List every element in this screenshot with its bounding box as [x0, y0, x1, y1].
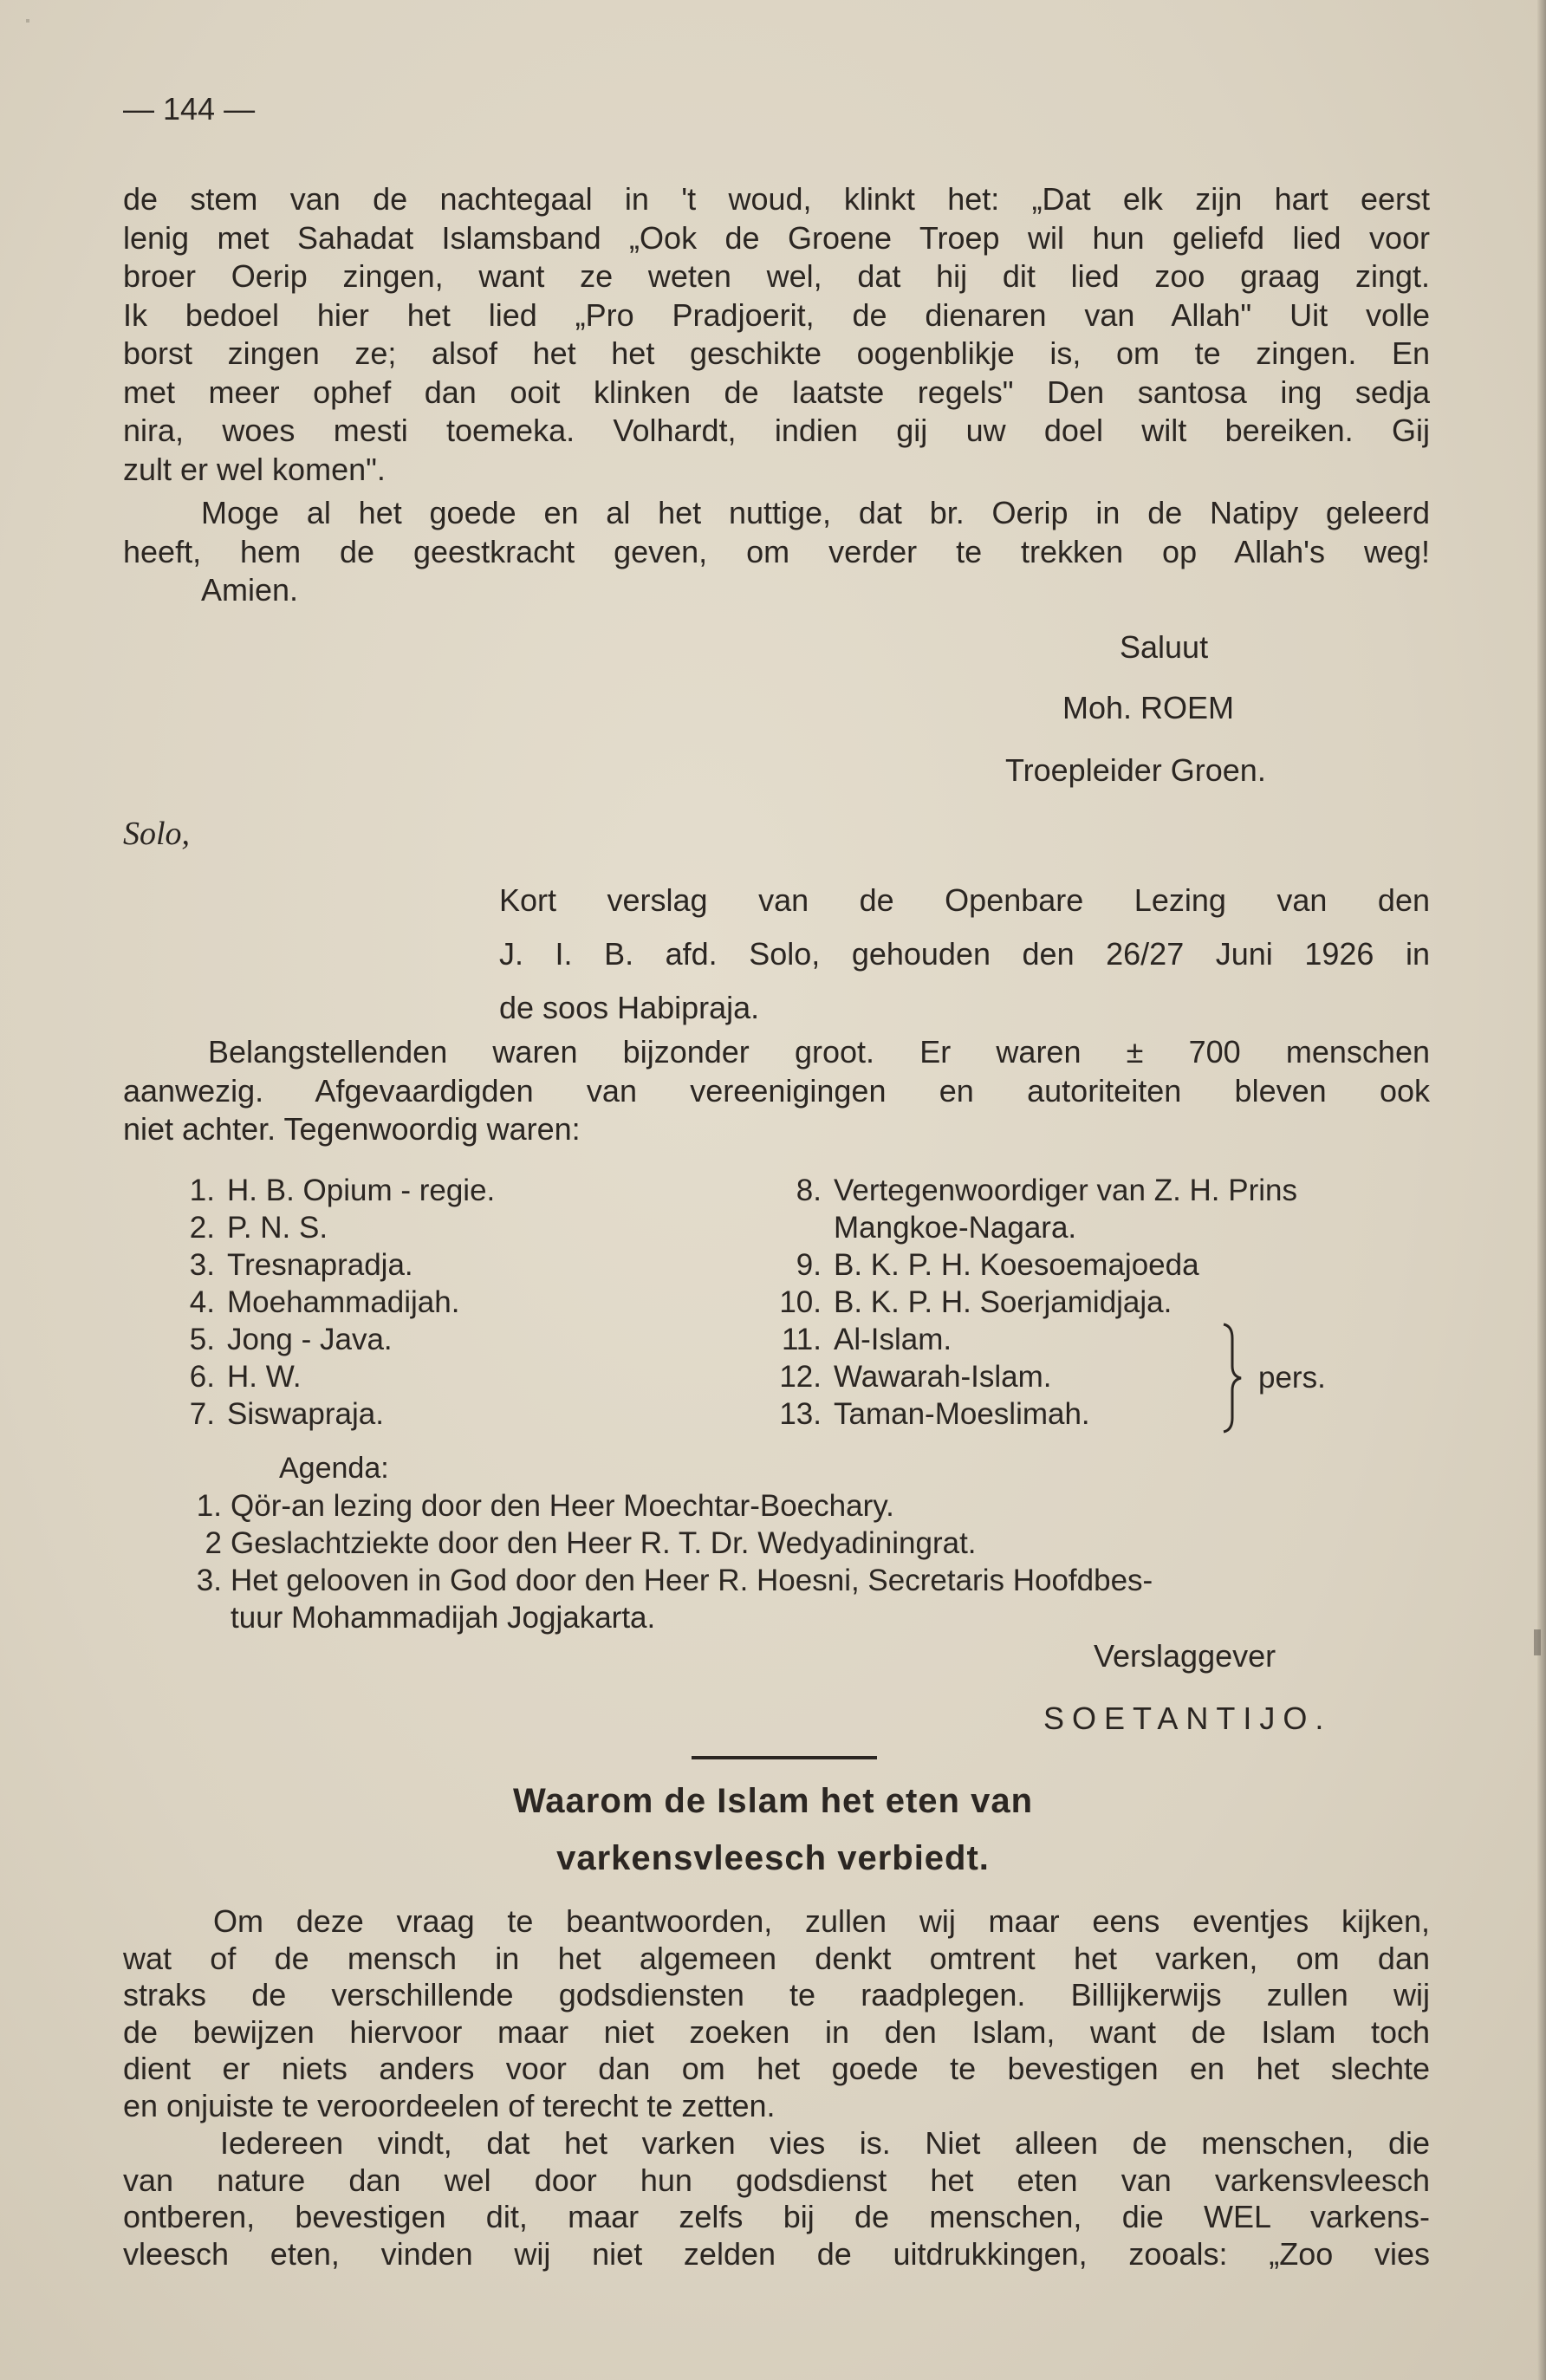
list-item: 9. B. K. P. H. Koesoemajoeda [796, 1248, 1199, 1282]
text-line: nira, woes mesti toemeka. Volhardt, indien gij uw doel wilt bereiken. Gij [123, 413, 1430, 448]
paragraph-2 [123, 494, 1430, 610]
org-list-right [763, 1172, 1297, 1433]
text-line: Ik bedoel hier het lied „Pro Pradjoerit, de dienaren van Allah" Uit volle [123, 296, 1430, 333]
text-line: borst zingen ze; alsof het het geschikte oogenblikje is, om te zingen. En [123, 335, 1430, 371]
agenda-list [161, 1487, 1153, 1636]
list-item: 3. Tresnapradja. [189, 1248, 413, 1282]
text-line: met meer ophef dan ooit klinken de laatste regels" Den santosa ing sedja [123, 374, 1430, 410]
text-line: dient er niets anders voor dan om het goede te bevestigen en het slechte [123, 2051, 1430, 2086]
signature-salutation: Saluut [1120, 629, 1209, 665]
text-line: Moge al het goede en al het nuttige, dat br. Oerip in de Natipy geleerd [201, 495, 1430, 530]
list-item: 12. Wawarah-Islam. [779, 1360, 1052, 1394]
list-item: 6. H. W. [189, 1360, 302, 1394]
list-item: 8. Vertegenwoordiger van Z. H. Prins [796, 1174, 1297, 1207]
list-item: 13. Taman-Moeslimah. [779, 1397, 1090, 1431]
signature-name: Moh. ROEM [1062, 690, 1235, 725]
text-line: niet achter. Tegenwoordig waren: [123, 1111, 581, 1147]
text-line: Kort verslag van de Openbare Lezing van den [499, 882, 1430, 918]
list-item: 3. Het gelooven in God door den Heer R. Hoesni, Secretaris Hoofdbes- [196, 1564, 1153, 1597]
article-paragraph-2 [123, 2125, 1430, 2273]
paragraph-3 [123, 1033, 1430, 1149]
list-item: Mangkoe-Nagara. [834, 1211, 1077, 1245]
list-item: 2. P. N. S. [189, 1211, 328, 1245]
list-item: 1. H. B. Opium - regie. [189, 1174, 496, 1207]
brace-icon [1220, 1323, 1246, 1434]
list-item: 10. B. K. P. H. Soerjamidjaja. [779, 1285, 1172, 1319]
text-line: vleesch eten, vinden wij niet zelden de uitdrukkingen, zooals: „Zoo vies [123, 2235, 1430, 2272]
text-line: van nature dan wel door hun godsdienst het eten van varkensvleesch [123, 2162, 1430, 2198]
text-line: Om deze vraag te beantwoorden, zullen wij maar eens eventjes kijken, [213, 1903, 1430, 1939]
text-line: broer Oerip zingen, want ze weten wel, dat hij dit lied zoo graag zingt. [123, 258, 1430, 294]
org-list-left [156, 1172, 495, 1433]
text-line: J. I. B. afd. Solo, gehouden den 26/27 Juni 1926 in [499, 936, 1430, 972]
text-line: Belangstellenden waren bijzonder groot. Er waren ± 700 menschen [208, 1034, 1430, 1070]
list-item: 1. Qör-an lezing door den Heer Moechtar-Boechary. [196, 1489, 894, 1523]
print-speck [1534, 1629, 1541, 1655]
text-line: de stem van de nachtegaal in 't woud, klinkt het: „Dat elk zijn hart eerst [123, 181, 1430, 217]
text-line: zult er wel komen". [123, 451, 386, 487]
agenda-label: Agenda: [279, 1452, 389, 1485]
text-line: de soos Habipraja. [499, 990, 760, 1025]
section-divider [692, 1756, 877, 1759]
text-line: wat of de mensch in het algemeen denkt omtrent het varken, om dan [123, 1940, 1430, 1976]
report-intro [499, 874, 1430, 1035]
text-line: heeft, hem de geestkracht geven, om verder te trekken op Allah's weg! [123, 533, 1430, 569]
article-paragraph-1 [123, 1903, 1430, 2124]
place-name: Solo, [123, 816, 191, 852]
list-item: 4. Moehammadijah. [189, 1285, 460, 1319]
text-line: Iedereen vindt, dat het varken vies is. Niet alleen de menschen, die [220, 2125, 1430, 2161]
text-line: lenig met Sahadat Islamsband „Ook de Groene Troep wil hun geliefd lied voor [123, 219, 1430, 256]
signature-role: Verslaggever [1094, 1638, 1276, 1674]
list-item: 11. Al-Islam. [781, 1323, 952, 1356]
page-edge [1537, 0, 1546, 2380]
pers-label: pers. [1258, 1361, 1326, 1395]
text-line: aanwezig. Afgevaardigden van vereenigingen en autoriteiten bleven ook [123, 1072, 1430, 1109]
signature-name: SOETANTIJO. [1043, 1700, 1332, 1736]
list-item: tuur Mohammadijah Jogjakarta. [231, 1601, 656, 1635]
list-item: 7. Siswapraja. [189, 1397, 384, 1431]
article-title-line-2: varkensvleesch verbiedt. [556, 1839, 990, 1877]
article-title-line-1: Waarom de Islam het eten van [512, 1782, 1034, 1820]
list-item: 5. Jong - Java. [189, 1323, 393, 1356]
print-speck [26, 19, 29, 23]
signature-title: Troepleider Groen. [1005, 752, 1266, 788]
text-line: ontberen, bevestigen dit, maar zelfs bij de menschen, die WEL varkens- [123, 2199, 1430, 2234]
page-number: — 144 — [123, 91, 256, 127]
text-line: de bewijzen hiervoor maar niet zoeken in den Islam, want de Islam toch [123, 2013, 1430, 2050]
text-line: en onjuiste te veroordeelen of terecht te zetten. [123, 2087, 776, 2123]
text-line: Amien. [201, 572, 299, 608]
list-item: 2 Geslachtziekte door den Heer R. T. Dr. Wedyadiningrat. [205, 1526, 977, 1560]
text-line: straks de verschillende godsdiensten te raadplegen. Billijkerwijs zullen wij [123, 1977, 1430, 2013]
paragraph-1 [123, 180, 1430, 489]
